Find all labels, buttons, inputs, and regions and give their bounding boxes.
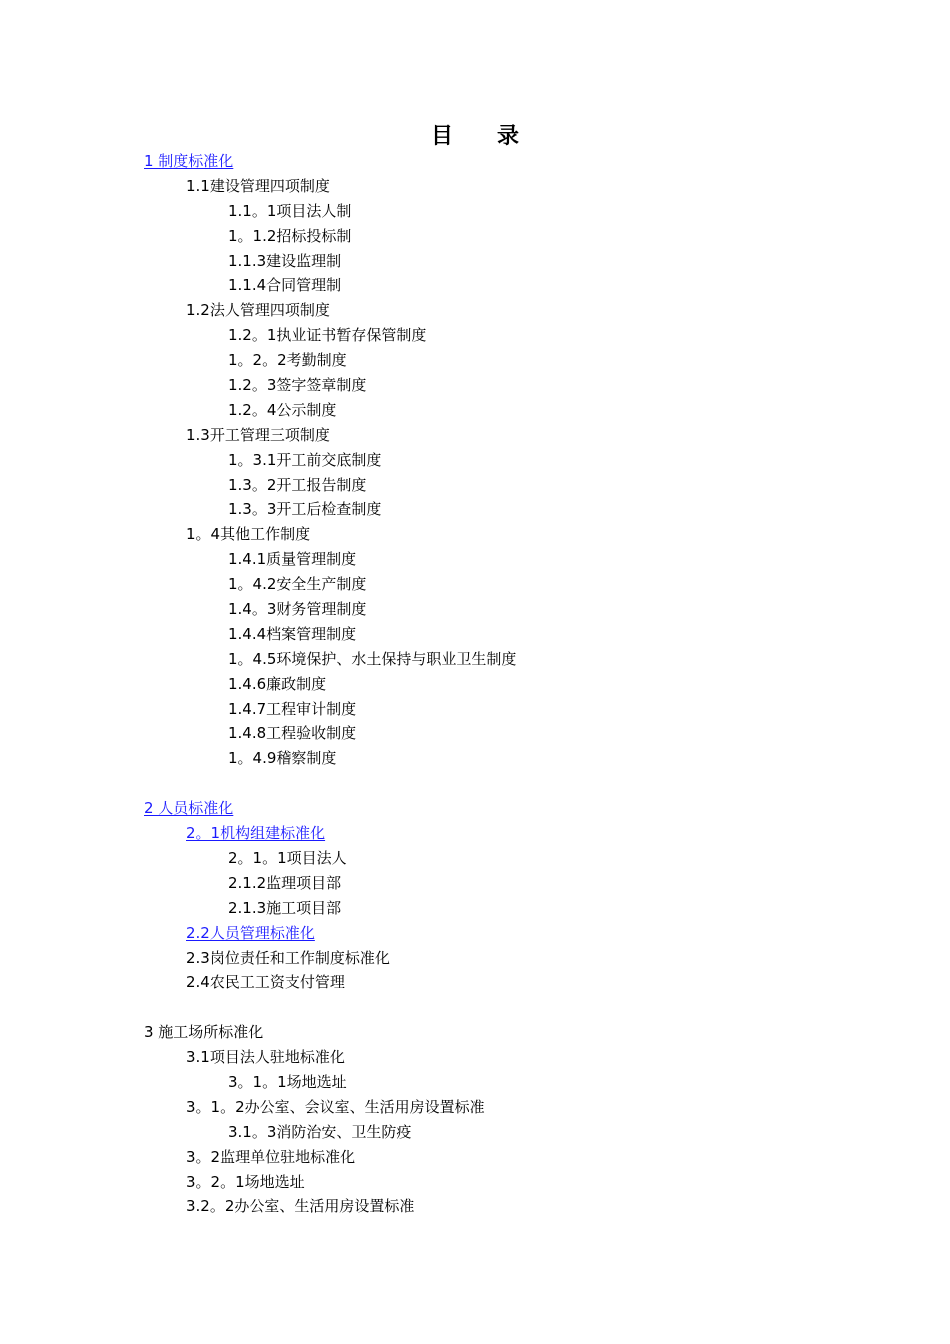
toc-entry: [0, 1145, 950, 1170]
toc-entry-link[interactable]: 2.2人员管理标准化: [186, 923, 315, 942]
toc-entry: [0, 298, 950, 323]
toc-entry: [0, 199, 950, 224]
toc-entry-text: 1.2。4公示制度: [228, 400, 337, 419]
toc-entry-text: 1.4.4档案管理制度: [228, 624, 357, 643]
toc-entry: [0, 448, 950, 473]
toc-entry: [0, 1045, 950, 1070]
toc-entry: [0, 721, 950, 746]
toc-entry: [0, 373, 950, 398]
toc-entry: [0, 572, 950, 597]
toc-entry: [0, 1095, 950, 1120]
toc-entry: [0, 398, 950, 423]
toc-entry: [0, 970, 950, 995]
toc-entry-text: 1.4.8工程验收制度: [228, 724, 357, 743]
toc-entry: [0, 697, 950, 722]
toc-entry: [0, 547, 950, 572]
toc-entry-text: 1.2法人管理四项制度: [186, 301, 330, 320]
toc-entry-text: 2.1.3施工项目部: [228, 898, 342, 917]
toc-spacer: [0, 771, 950, 796]
toc-entry-text: 1。4.2安全生产制度: [228, 575, 367, 594]
toc-entry: [0, 323, 950, 348]
toc-entry-link[interactable]: 2。1机构组建标准化: [186, 824, 326, 843]
page-title: 目 录: [430, 124, 519, 149]
toc-entry[interactable]: [0, 796, 950, 821]
toc-entry-text: 3。2监理单位驻地标准化: [186, 1147, 356, 1166]
toc-entry: [0, 1120, 950, 1145]
toc-entry-text: 3。1。1场地选址: [228, 1072, 347, 1091]
toc-entry: [0, 1194, 950, 1219]
toc-entry-link[interactable]: 2 人员标准化: [144, 799, 234, 818]
toc-entry-text: 2.4农民工工资支付管理: [186, 973, 345, 992]
toc-entry-text: 2。1。1项目法人: [228, 848, 347, 867]
toc-entry: [0, 473, 950, 498]
toc-entry: [0, 1020, 950, 1045]
toc-entry-text: 1。3.1开工前交底制度: [228, 450, 382, 469]
toc-entry: [0, 224, 950, 249]
toc-entry[interactable]: [0, 149, 950, 174]
toc-entry: [0, 174, 950, 199]
toc-entry[interactable]: [0, 921, 950, 946]
toc-entry: [0, 647, 950, 672]
toc-entry-text: 1。2。2考勤制度: [228, 351, 347, 370]
toc-entry[interactable]: [0, 821, 950, 846]
toc-entry: [0, 846, 950, 871]
toc-entry-text: 1.1.4合同管理制: [228, 276, 342, 295]
toc-entry: [0, 672, 950, 697]
table-of-contents: [0, 149, 950, 1219]
toc-entry-text: 1。4其他工作制度: [186, 525, 311, 544]
toc-entry: [0, 1170, 950, 1195]
toc-entry-text: 3.1项目法人驻地标准化: [186, 1048, 345, 1067]
toc-entry-link[interactable]: 1 制度标准化: [144, 152, 234, 170]
toc-entry-text: 3 施工场所标准化: [144, 1023, 264, 1042]
toc-entry-text: 2.3岗位责任和工作制度标准化: [186, 948, 390, 967]
toc-entry-text: 1.3开工管理三项制度: [186, 425, 330, 444]
toc-entry: [0, 871, 950, 896]
toc-entry-text: 3。1。2办公室、会议室、生活用房设置标准: [186, 1097, 485, 1116]
toc-entry: [0, 622, 950, 647]
toc-entry-text: 1。4.5环境保护、水土保持与职业卫生制度: [228, 649, 517, 668]
toc-entry: [0, 597, 950, 622]
toc-spacer: [0, 995, 950, 1020]
toc-entry-text: 1.2。1执业证书暂存保管制度: [228, 326, 427, 345]
toc-entry: [0, 497, 950, 522]
toc-entry: [0, 273, 950, 298]
toc-entry-text: 1.2。3签字签章制度: [228, 376, 367, 395]
toc-entry-text: 2.1.2监理项目部: [228, 873, 342, 892]
toc-entry: [0, 249, 950, 274]
toc-entry-text: 1.4.1质量管理制度: [228, 550, 357, 569]
toc-entry: [0, 746, 950, 771]
toc-entry-text: 1.1建设管理四项制度: [186, 176, 330, 195]
toc-entry-text: 1.1。1项目法人制: [228, 201, 352, 220]
toc-entry-text: 1.4.6廉政制度: [228, 674, 327, 693]
toc-entry-text: 1.3。2开工报告制度: [228, 475, 367, 494]
toc-entry: [0, 946, 950, 971]
toc-entry: [0, 896, 950, 921]
toc-entry-text: 1.3。3开工后检查制度: [228, 500, 382, 519]
toc-entry-text: 1。4.9稽察制度: [228, 749, 337, 768]
toc-entry: [0, 348, 950, 373]
toc-entry: [0, 1070, 950, 1095]
toc-entry-text: 1.1.3建设监理制: [228, 251, 342, 270]
toc-entry: [0, 522, 950, 547]
toc-entry-text: 3。2。1场地选址: [186, 1172, 305, 1191]
toc-entry: [0, 423, 950, 448]
toc-entry-text: 1。1.2招标投标制: [228, 226, 352, 245]
toc-entry-text: 1.4.7工程审计制度: [228, 699, 357, 718]
toc-entry-text: 1.4。3财务管理制度: [228, 600, 367, 619]
toc-entry-text: 3.1。3消防治安、卫生防疫: [228, 1122, 412, 1141]
toc-entry-text: 3.2。2办公室、生活用房设置标准: [186, 1197, 415, 1216]
